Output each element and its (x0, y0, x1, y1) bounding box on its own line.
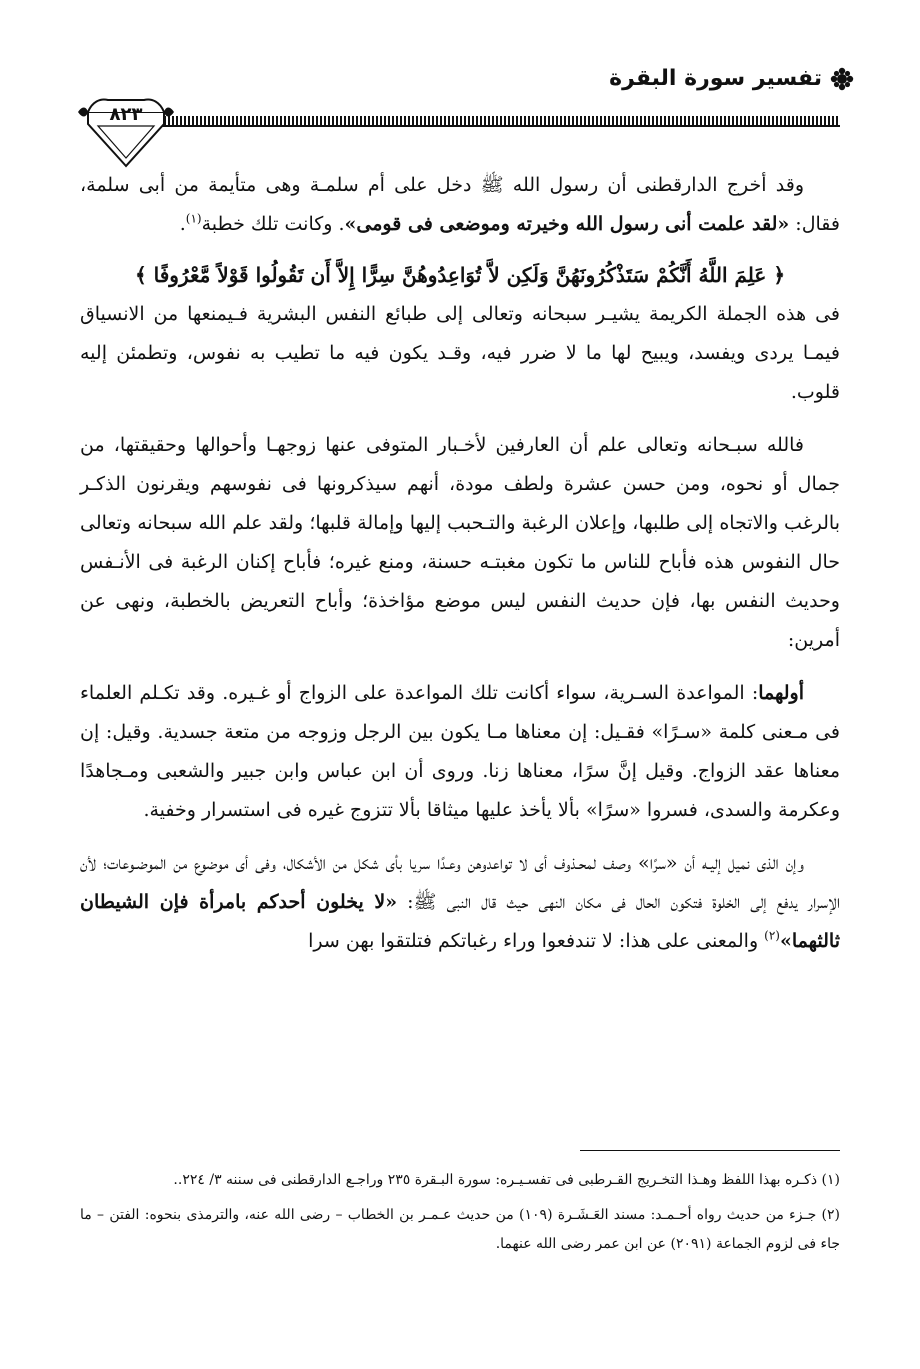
footnote-2: (٢) جـزء من حديث رواه أحـمـد: مسند العَـشَـرة (١٠٩) من حديث عـمـر بن الخطاب – رضى الله عنه، والترمذى بنحوه: الفتن – ما جاء فى لزوم الجماعة (٢٠٩١) عن ابن عمر رضى الله عنهما. (80, 1207, 840, 1252)
footnote-marker-2: (٢) (764, 928, 780, 943)
main-text (80, 166, 840, 961)
flower-ornament-icon (830, 67, 854, 91)
footnotes (80, 1166, 840, 1259)
hadith-quote: «لقد علمت أنى رسول الله وخيرته وموضعى فى قومى» (344, 213, 790, 235)
header-rule-base (160, 125, 840, 127)
footnote-marker-1: (١) (185, 211, 202, 226)
running-header (609, 66, 854, 91)
paragraph-1: وقد أخرج الدارقطنى أن رسول الله ﷺ دخل على أم سلمـة وهى متأيمة من أبى سلمة، فقال: «لقد علمت أنى رسول الله وخيرته وموضعى فى قومى». وكانت تلك خطبة$^{(١)}$. (80, 174, 840, 235)
running-title: تفسير سورة البقرة (609, 66, 822, 91)
page-number: ٨٢٣ (109, 104, 143, 125)
paragraph-5: وإن الذى نميل إليـه أن «سرًا» وصف لمحـذوف أى لا تواعدوهن وعـدًا سريا بأى شكل من الأشكال، وفى أى موضوع من الموضـوعات؛ لأن الإسرار يدفع إلى الخلوة فتكون الحال فى مكان النهى حيث قال النبى ﷺ: «لا يخلون أحدكم بامرأة فإن الشيطان ثالثهما»$^{(٢)}$ والمعنى على هذا: لا تندفعوا وراء رغباتكم فتلتقوا بهن سرا (80, 852, 840, 952)
header-rule (160, 116, 840, 125)
quran-verse: ﴿ عَلِمَ اللَّهُ أَنَّكُمْ سَتَذْكُرُونَهُنَّ وَلَكِن لاَّ تُوَاعِدُوهُنَّ سِرًّا إِلاَّ أَن تَقُولُوا قَوْلاً مَّعْرُوفًا ﴾ (134, 263, 786, 287)
hadith-quote-2: «لا يخلون أحدكم بامرأة فإن الشيطان ثالثهما» (80, 891, 840, 952)
footnote-1: (١) ذكـره بهذا اللفظ وهـذا التخـريج القـرطبى فى تفسـيـره: سورة البـقرة ٢٣٥ وراجـع الدارقطنى فى سننه ٣/ ٢٢٤.. (173, 1172, 840, 1188)
paragraph-2: فى هذه الجملة الكريمة يشيـر سبحانه وتعالى إلى طبائع النفس البشرية فـيمنعها من الانسياق فيمـا يردى ويفسد، ويبيح لها ما لا ضرر فيه، وقـد يكون فيه ما تطيب به نفوس، وتطمئن إليه قلوب. (80, 303, 840, 403)
badge-frame-icon (74, 88, 178, 170)
paragraph-4: أولهما: المواعدة السـرية، سواء أكانت تلك المواعدة على الزواج أو غـيره. وقد تكـلم العلماء فى مـعنى كلمة «سـرًا» فقـيل: إن معناها مـا يكون بين الرجل وزوجه من متعة جسدية. وقيل: إن معناها عقد الزواج. وقيل إنَّ سرًا، معناها زنا. وروى أن ابن عباس وابن جبير والشعبى ومـجاهدًا وعكرمة والسدى، فسروا «سرًا» بألا يأخذ عليها ميثاقا بألا تتزوج غيره فى استسرار وخفية. (80, 682, 840, 821)
first-point-term: أولهما (758, 682, 804, 704)
paragraph-3: فالله سبـحانه وتعالى علم أن العارفين لأخـبار المتوفى عنها زوجهـا وأحوالها وحقيقتها، من جمال أو نحوه، ومن حسن عشرة ولطف مودة، أنهم سيذكرونها فى نفوسهم ويقرنون الذكـر بالرغب والاتجاه إلى طلبها، وإعلان الرغبة والتـحبب إليها وإمالة قلبها؛ ولقد علم الله سبحانه وتعالى حال النفوس هذه فأباح للناس ما تكون مغبتـه حسنة، ومنع غيره؛ فأباح إكنان الرغبة فى الأنـفس وحديث النفس بها، فإن حديث النفس ليس موضع مؤاخذة؛ وأباح التعريض بالخطبة، ونهى عن أمرين: (80, 434, 841, 651)
page-number-badge (74, 88, 178, 170)
footnote-separator (580, 1150, 840, 1151)
